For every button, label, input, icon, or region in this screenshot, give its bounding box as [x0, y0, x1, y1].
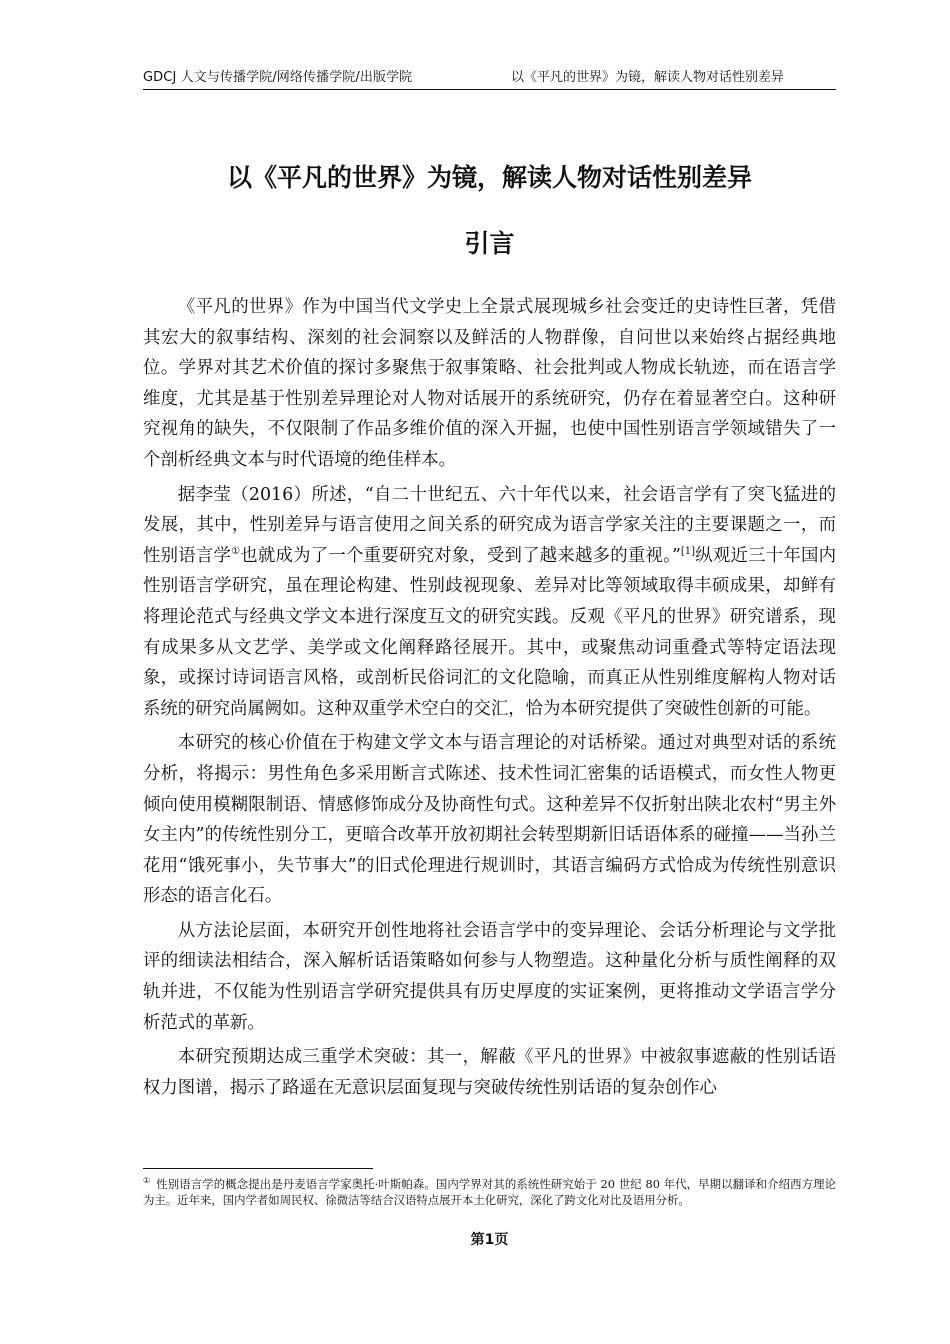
- paragraph-3: 本研究的核心价值在于构建文学文本与语言理论的对话桥梁。通过对典型对话的系统分析，将揭示：男性角色多采用断言式陈述、技术性词汇密集的话语模式，而女性人物更倾向使用模糊限制语、情感修饰成分及协商性句式。这种差异不仅折射出陕北农村“男主外女主内”的传统性别分工，更暗合改革开放初期社会转型期新旧话语体系的碰撞——当孙兰花用“饿死事小，失节事大”的旧式伦理进行规训时，其语言编码方式恰成为传统性别意识形态的语言化石。: [143, 733, 836, 907]
- paper-title: 以《平凡的世界》为镜，解读人物对话性别差异: [226, 163, 752, 192]
- paragraph-1: 《平凡的世界》作为中国当代文学史上全景式展现城乡社会变迁的史诗性巨著，凭借其宏大的叙事结构、深刻的社会洞察以及鲜活的人物群像，自问世以来始终占据经典地位。学界对其艺术价值的探讨多聚焦于叙事策略、社会批判或人物成长轨迹，而在语言学维度，尤其是基于性别差异理论对人物对话展开的系统研究，仍存在着显著空白。这种研究视角的缺失，不仅限制了作品多维价值的深入开掘，也使中国性别语言学领域错失了一个剖析经典文本与时代语境的绝佳样本。: [143, 297, 836, 470]
- header-running-title: 以《平凡的世界》为镜，解读人物对话性别差异: [510, 70, 784, 85]
- footnote: [143, 1176, 836, 1208]
- header-institution: GDCJ 人文与传播学院/网络传播学院/出版学院: [143, 70, 413, 85]
- footnote-divider: [143, 1168, 373, 1169]
- body-text: [143, 292, 836, 1107]
- paragraph-2-part-a: 据李莹（2016）所述，“自二十世纪五、六十年代以来，社会语言学有了突飞猛进的发展，其中，性别差异与语言使用之间关系的研究成为语言学家关注的主要课题之一，而性别语言学: [143, 484, 836, 566]
- footnote-mark: ①: [143, 1176, 151, 1186]
- paragraph-2-part-b: 也就成为了一个重要研究对象，受到了越来越多的重视。”: [240, 545, 681, 566]
- footnote-text: 性别语言学的概念提出是丹麦语言学家奥托·叶斯帕森。国内学界对其的系统性研究始于 20 世纪 80 年代，早期以翻译和介绍西方理论为主。近年来，国内学者如周民权、徐微洁等结合汉语特点展开本土化研究，深化了跨文化对比及语用分析。: [143, 1177, 836, 1207]
- paragraph-2-part-c: 纵观近三十年国内性别语言学研究，虽在理论构建、性别歧视现象、差异对比等领域取得丰硕成果，却鲜有将理论范式与经典文学文本进行深度互文的研究实践。反观《平凡的世界》研究谱系，现有成果多从文艺学、美学或文化阐释路径展开。其中，或聚焦动词重叠式等特定语法现象，或探讨诗词语言风格，或剖析民俗词汇的文化隐喻，而真正从性别维度解构人物对话系统的研究尚属阙如。这种双重学术空白的交汇，恰为本研究提供了突破性创新的可能。: [143, 545, 836, 719]
- running-header: [143, 67, 836, 90]
- paragraph-2: [143, 480, 836, 725]
- footnote-reference[interactable]: ①: [231, 545, 241, 557]
- paragraph-5: 本研究预期达成三重学术突破：其一，解蔽《平凡的世界》中被叙事遮蔽的性别话语权力图谱，揭示了路遥在无意识层面复现与突破传统性别话语的复杂创作心: [143, 1047, 836, 1098]
- page-number: 第1页: [470, 1232, 509, 1248]
- section-heading-introduction: 引言: [464, 229, 515, 258]
- citation-reference[interactable]: [1]: [680, 545, 696, 557]
- paragraph-4: 从方法论层面，本研究开创性地将社会语言学中的变异理论、会话分析理论与文学批评的细读法相结合，深入解析话语策略如何参与人物塑造。这种量化分析与质性阐释的双轨并进，不仅能为性别语言学研究提供具有历史厚度的实证案例，更将推动文学语言学分析范式的革新。: [143, 920, 836, 1033]
